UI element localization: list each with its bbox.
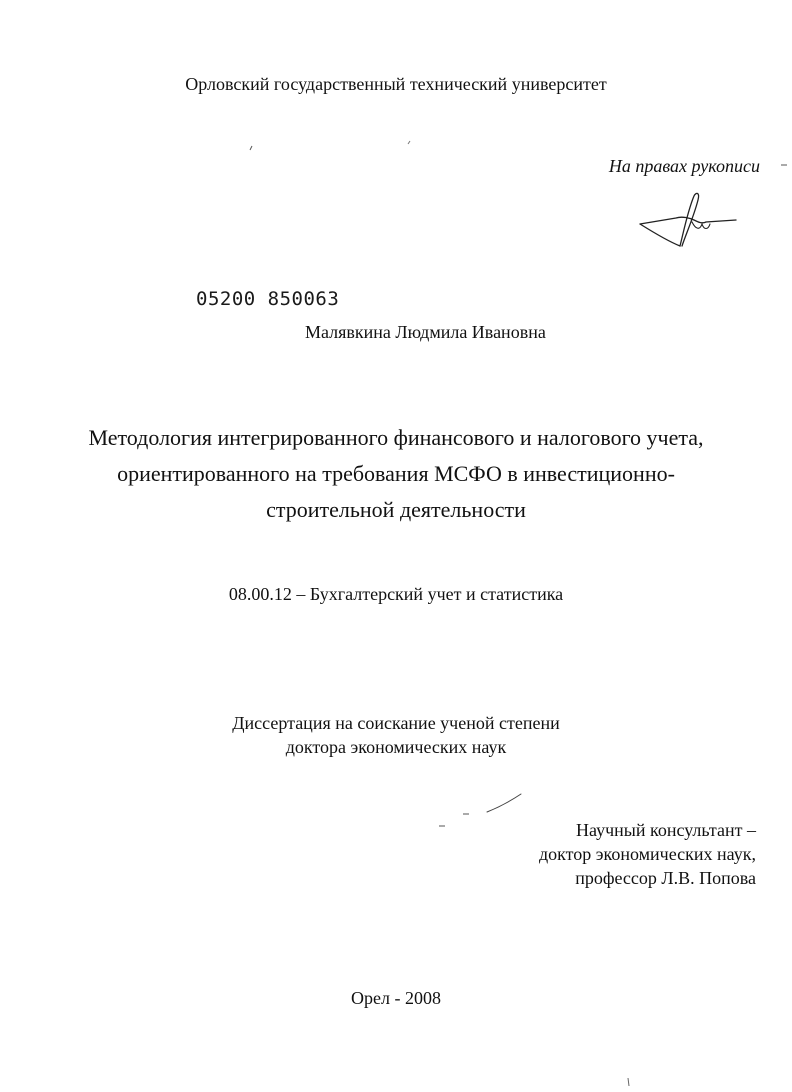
specialty-code: 08.00.12 – Бухгалтерский учет и статистика [228, 584, 564, 604]
title-line: Методология интегрированного финансового и налогового учета, [88, 425, 704, 450]
author-name: Малявкина Людмила Ивановна [305, 322, 546, 342]
title-line: ориентированного на требования МСФО в инвестиционно- [117, 461, 675, 486]
consultant-line: профессор Л.В. Попова [575, 868, 756, 888]
title-line: строительной деятельности [266, 497, 526, 522]
scan-speck [240, 140, 440, 160]
author-signature [636, 190, 746, 254]
city-and-year: Орел - 2008 [351, 988, 441, 1008]
scan-speck [780, 160, 790, 170]
archive-stamp-code: 05200 850063 [196, 288, 340, 310]
scientific-consultant [470, 818, 756, 890]
consultant-line: доктор экономических наук, [539, 844, 756, 864]
scan-speck [624, 1076, 634, 1088]
consultant-line: Научный консультант – [576, 820, 756, 840]
degree-line: доктора экономических наук [285, 737, 507, 757]
degree-statement [0, 711, 792, 759]
dissertation-title [0, 420, 792, 528]
degree-line: Диссертация на соискание ученой степени [232, 713, 560, 733]
university-name: Орловский государственный технический университет [185, 74, 607, 94]
manuscript-rights-note: На правах рукописи [608, 156, 760, 176]
